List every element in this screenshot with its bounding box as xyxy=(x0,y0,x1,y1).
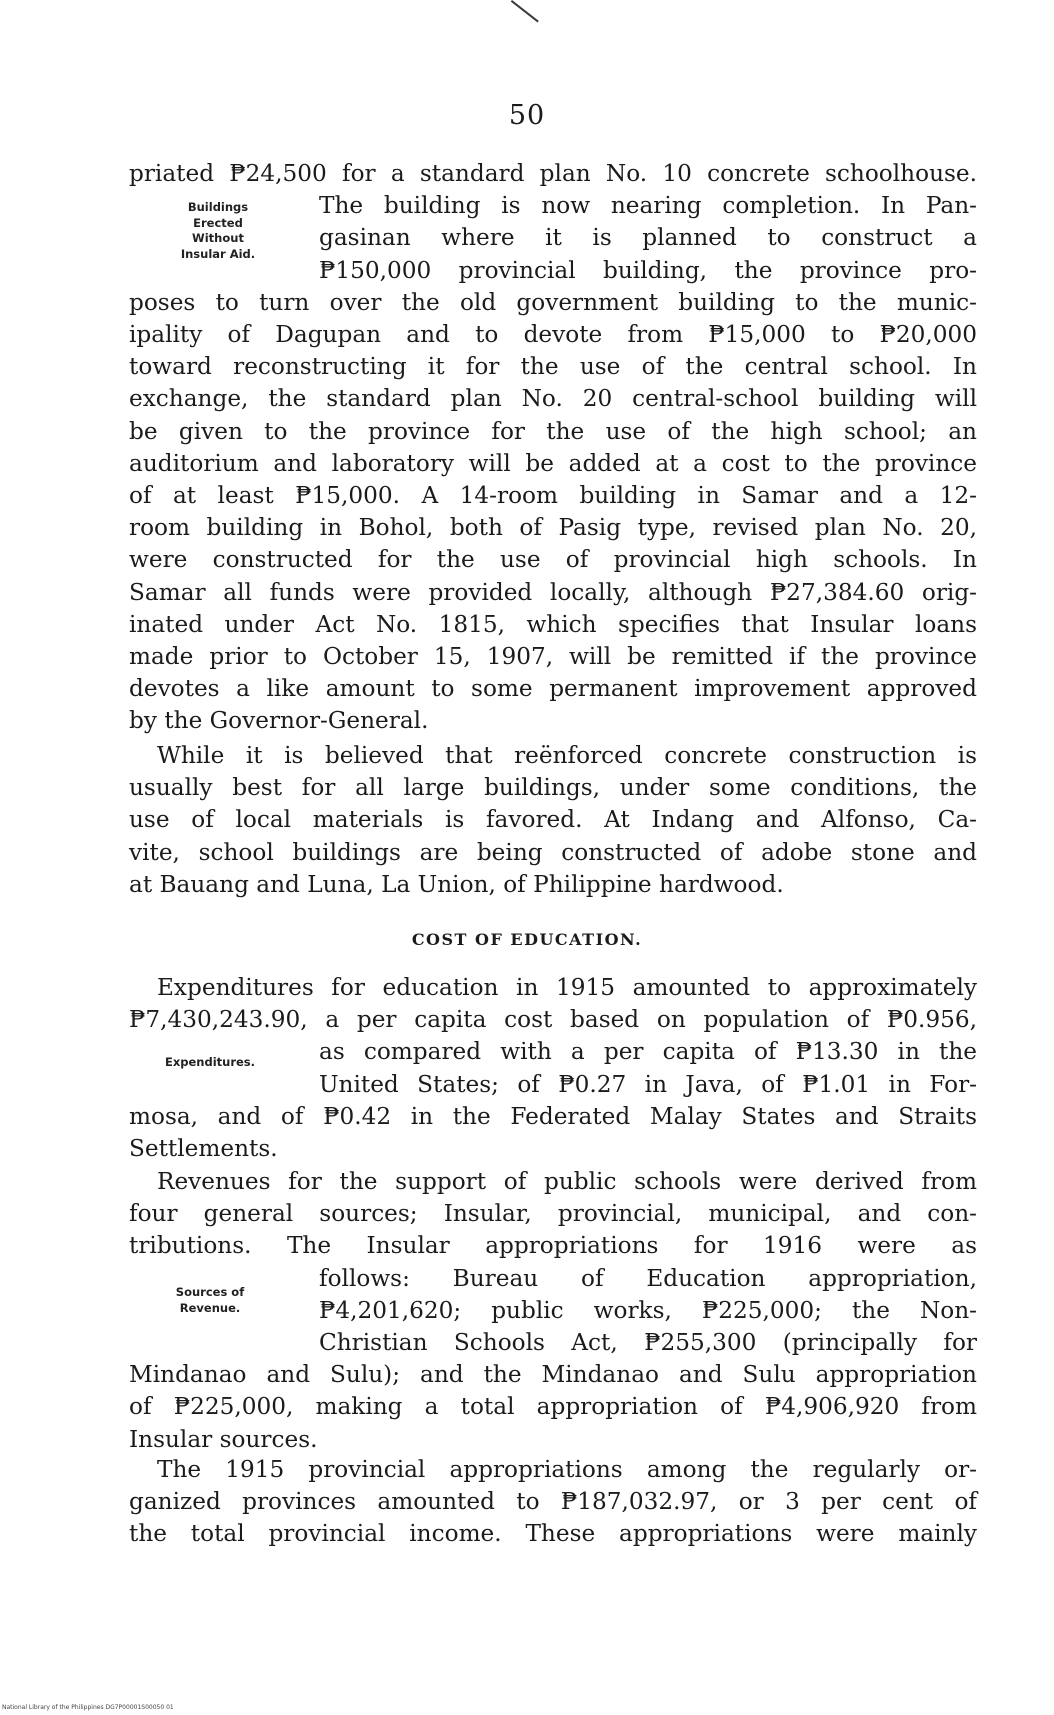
text-line: gasinan where it is planned to construct a xyxy=(319,224,977,252)
text-line: ganized provinces amounted to ₱187,032.97, or 3 per cent of xyxy=(129,1488,977,1516)
text-line: by the Governor-General. xyxy=(129,707,429,735)
sidenote-revenue xyxy=(130,1285,290,1316)
text-line: exchange, the standard plan No. 20 central-school building will xyxy=(129,385,977,413)
sidenote-buildings xyxy=(138,200,298,262)
text-line: devotes a like amount to some permanent improvement approved xyxy=(129,675,977,703)
text-line: made prior to October 15, 1907, will be remitted if the province xyxy=(129,643,977,671)
text-line: tributions. The Insular appropriations for 1916 were as xyxy=(129,1232,977,1260)
text-line: ₱7,430,243.90, a per capita cost based on population of ₱0.956, xyxy=(129,1006,977,1034)
text-line: vite, school buildings are being constructed of adobe stone and xyxy=(129,838,977,866)
archive-footer: National Library of the Philippines DG7P00001S00050 01 xyxy=(2,1704,174,1711)
text-line: poses to turn over the old government building to the munic- xyxy=(129,288,977,316)
text-line: use of local materials is favored. At Indang and Alfonso, Ca- xyxy=(129,806,977,834)
text-line: The building is now nearing completion. In Pan- xyxy=(319,192,977,220)
text-line: Revenues for the support of public schools were derived from xyxy=(157,1168,977,1195)
sidenote-line: Revenue. xyxy=(179,1300,241,1315)
text-line: mosa, and of ₱0.42 in the Federated Malay States and Straits xyxy=(129,1102,977,1130)
text-line: Christian Schools Act, ₱255,300 (principally for xyxy=(319,1329,977,1357)
text-line: priated ₱24,500 for a standard plan No. 10 concrete schoolhouse. xyxy=(129,160,977,187)
text-line: United States; of ₱0.27 in Java, of ₱1.01 in For- xyxy=(319,1070,977,1098)
section-heading: COST OF EDUCATION. xyxy=(411,930,643,949)
text-line: Mindanao and Sulu); and the Mindanao and Sulu appropriation xyxy=(129,1361,977,1389)
text-line: ₱150,000 provincial building, the province pro- xyxy=(319,256,977,284)
text-line: inated under Act No. 1815, which specifies that Insular loans xyxy=(129,610,977,638)
text-line: of ₱225,000, making a total appropriation of ₱4,906,920 from xyxy=(129,1393,977,1421)
text-line: While it is believed that reënforced concrete construction is xyxy=(157,742,977,769)
text-line: Expenditures for education in 1915 amounted to approximately xyxy=(157,974,977,1001)
text-line: toward reconstructing it for the use of the central school. In xyxy=(129,353,977,381)
text-line: usually best for all large buildings, under some conditions, the xyxy=(129,774,977,802)
paragraph-provincial-appropriations xyxy=(129,1454,977,1551)
sidenote-line: Expenditures. xyxy=(164,1055,256,1069)
text-line: auditorium and laboratory will be added at a cost to the province xyxy=(129,449,977,477)
text-line: Settlements. xyxy=(129,1135,278,1163)
text-line: The 1915 provincial appropriations among the regularly or- xyxy=(157,1456,977,1483)
text-line: room building in Bohol, both of Pasig type, revised plan No. 20, xyxy=(129,514,977,542)
text-line: follows: Bureau of Education appropriation, xyxy=(319,1264,977,1292)
sidenote-line: Buildings xyxy=(187,200,249,214)
text-line: four general sources; Insular, provincial, municipal, and con- xyxy=(129,1200,977,1228)
text-line: as compared with a per capita of ₱13.30 in the xyxy=(319,1038,977,1066)
text-line: be given to the province for the use of the high school; an xyxy=(129,417,977,445)
paragraph-local-materials xyxy=(129,740,977,901)
sidenote-line: Without xyxy=(192,231,244,245)
sidenote-line: Insular Aid. xyxy=(180,246,256,261)
text-line: at Bauang and Luna, La Union, of Philippine hardwood. xyxy=(129,870,784,898)
text-line: Samar all funds were provided locally, although ₱27,384.60 orig- xyxy=(129,578,977,606)
text-line: the total provincial income. These appropriations were mainly xyxy=(129,1520,977,1548)
scan-mark xyxy=(511,0,539,23)
text-line: ipality of Dagupan and to devote from ₱15,000 to ₱20,000 xyxy=(129,321,977,349)
sidenote-line: Sources of xyxy=(175,1285,245,1299)
text-line: were constructed for the use of provincial high schools. In xyxy=(129,546,977,574)
sidenote-expenditures xyxy=(130,1055,290,1071)
text-line: Insular sources. xyxy=(129,1425,318,1453)
sidenote-line: Erected xyxy=(193,215,243,230)
text-line: ₱4,201,620; public works, ₱225,000; the Non- xyxy=(319,1296,977,1324)
text-line: of at least ₱15,000. A 14-room building in Samar and a 12- xyxy=(129,482,977,510)
page-number: 50 xyxy=(508,100,546,131)
